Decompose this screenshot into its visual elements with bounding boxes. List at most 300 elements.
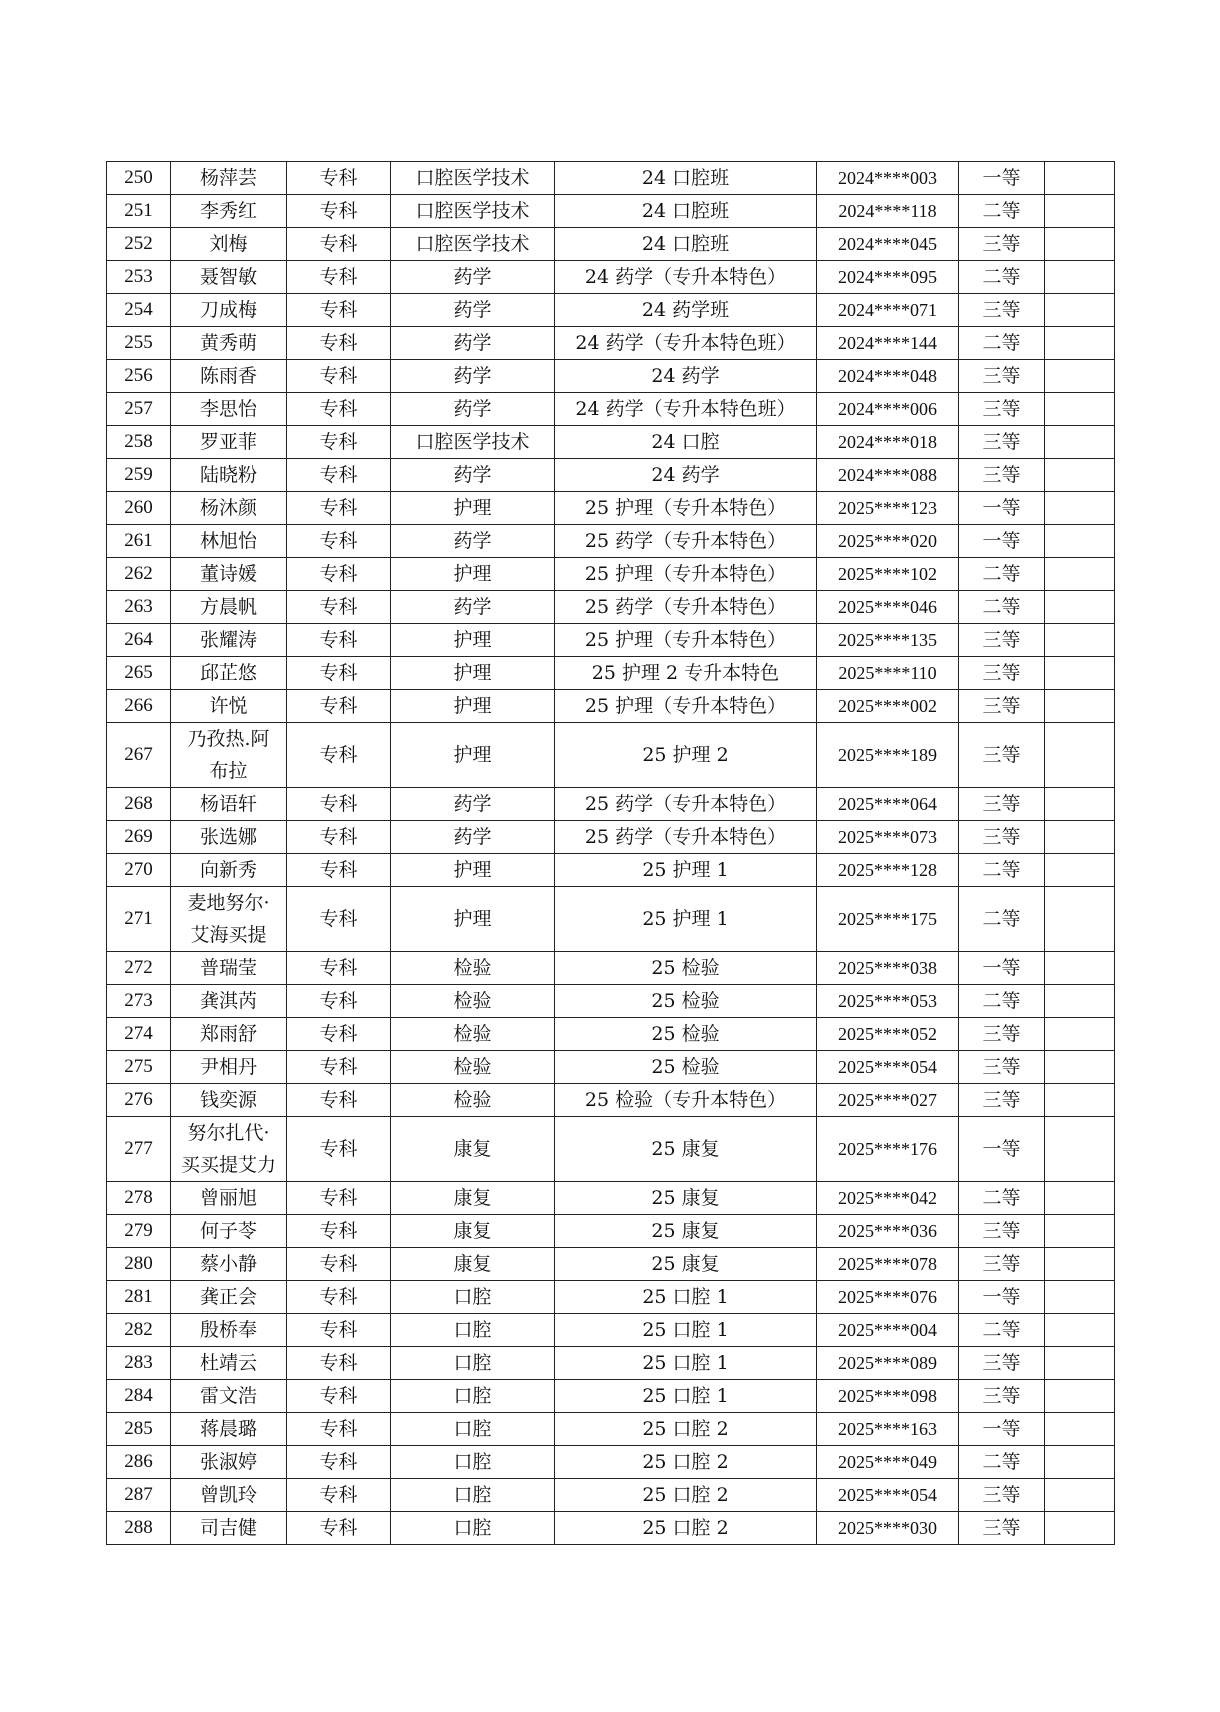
student-name-cell: 蔡小静 (171, 1248, 287, 1281)
award-grade-cell: 二等 (959, 887, 1045, 952)
class-name-cell: 25 康复 (555, 1117, 817, 1182)
note-cell (1045, 887, 1115, 952)
student-name-cell: 尹相丹 (171, 1051, 287, 1084)
student-id-cell: 2024****045 (817, 228, 959, 261)
note-cell (1045, 1051, 1115, 1084)
table-row (107, 591, 1115, 624)
table-row (107, 690, 1115, 723)
table-row (107, 624, 1115, 657)
award-grade-cell: 一等 (959, 952, 1045, 985)
major-cell: 护理 (391, 657, 555, 690)
row-number-cell: 259 (107, 459, 171, 492)
student-name-cell: 司吉健 (171, 1512, 287, 1545)
student-name-cell: 乃孜热.阿布拉 (171, 723, 287, 788)
student-name-cell: 邱芷悠 (171, 657, 287, 690)
student-id-cell: 2025****020 (817, 525, 959, 558)
student-name-cell: 努尔扎代·买买提艾力 (171, 1117, 287, 1182)
award-grade-cell: 三等 (959, 360, 1045, 393)
student-name-cell: 张耀涛 (171, 624, 287, 657)
education-level-cell: 专科 (287, 1018, 391, 1051)
table-row (107, 327, 1115, 360)
education-level-cell: 专科 (287, 690, 391, 723)
award-grade-cell: 三等 (959, 788, 1045, 821)
student-id-cell: 2025****073 (817, 821, 959, 854)
student-name-cell: 龚淇芮 (171, 985, 287, 1018)
row-number-cell: 258 (107, 426, 171, 459)
student-name-cell: 曾丽旭 (171, 1182, 287, 1215)
table-row (107, 1018, 1115, 1051)
student-id-cell: 2025****052 (817, 1018, 959, 1051)
table-row (107, 261, 1115, 294)
note-cell (1045, 1018, 1115, 1051)
note-cell (1045, 1084, 1115, 1117)
class-name-cell: 25 口腔 2 (555, 1446, 817, 1479)
major-cell: 康复 (391, 1215, 555, 1248)
major-cell: 护理 (391, 723, 555, 788)
major-cell: 口腔 (391, 1281, 555, 1314)
major-cell: 药学 (391, 261, 555, 294)
student-id-cell: 2025****064 (817, 788, 959, 821)
note-cell (1045, 690, 1115, 723)
student-id-cell: 2025****027 (817, 1084, 959, 1117)
award-grade-cell: 三等 (959, 624, 1045, 657)
row-number-cell: 286 (107, 1446, 171, 1479)
note-cell (1045, 985, 1115, 1018)
row-number-cell: 262 (107, 558, 171, 591)
class-name-cell: 25 口腔 1 (555, 1380, 817, 1413)
class-name-cell: 25 口腔 2 (555, 1413, 817, 1446)
major-cell: 药学 (391, 459, 555, 492)
student-id-cell: 2024****095 (817, 261, 959, 294)
education-level-cell: 专科 (287, 657, 391, 690)
student-name-cell: 郑雨舒 (171, 1018, 287, 1051)
education-level-cell: 专科 (287, 558, 391, 591)
note-cell (1045, 591, 1115, 624)
education-level-cell: 专科 (287, 1084, 391, 1117)
note-cell (1045, 1248, 1115, 1281)
award-grade-cell: 二等 (959, 195, 1045, 228)
student-id-cell: 2025****054 (817, 1479, 959, 1512)
student-id-cell: 2025****189 (817, 723, 959, 788)
class-name-cell: 25 护理（专升本特色） (555, 624, 817, 657)
major-cell: 检验 (391, 952, 555, 985)
education-level-cell: 专科 (287, 459, 391, 492)
major-cell: 药学 (391, 821, 555, 854)
education-level-cell: 专科 (287, 1446, 391, 1479)
student-name-cell: 李思怡 (171, 393, 287, 426)
education-level-cell: 专科 (287, 492, 391, 525)
award-grade-cell: 一等 (959, 162, 1045, 195)
table-row (107, 821, 1115, 854)
major-cell: 药学 (391, 591, 555, 624)
education-level-cell: 专科 (287, 1117, 391, 1182)
class-name-cell: 25 口腔 1 (555, 1314, 817, 1347)
major-cell: 检验 (391, 1051, 555, 1084)
award-grade-cell: 三等 (959, 1512, 1045, 1545)
student-id-cell: 2025****042 (817, 1182, 959, 1215)
table-row (107, 360, 1115, 393)
class-name-cell: 25 护理（专升本特色） (555, 558, 817, 591)
class-name-cell: 24 药学（专升本特色班） (555, 327, 817, 360)
award-grade-cell: 二等 (959, 854, 1045, 887)
student-name-cell: 陈雨香 (171, 360, 287, 393)
major-cell: 护理 (391, 624, 555, 657)
row-number-cell: 256 (107, 360, 171, 393)
row-number-cell: 251 (107, 195, 171, 228)
table-row (107, 459, 1115, 492)
class-name-cell: 25 检验 (555, 1018, 817, 1051)
student-id-cell: 2025****002 (817, 690, 959, 723)
award-grade-cell: 三等 (959, 1051, 1045, 1084)
major-cell: 护理 (391, 690, 555, 723)
note-cell (1045, 261, 1115, 294)
note-cell (1045, 788, 1115, 821)
table-row (107, 525, 1115, 558)
row-number-cell: 255 (107, 327, 171, 360)
row-number-cell: 284 (107, 1380, 171, 1413)
student-name-cell: 罗亚菲 (171, 426, 287, 459)
student-id-cell: 2025****038 (817, 952, 959, 985)
class-name-cell: 25 康复 (555, 1182, 817, 1215)
table-row (107, 1512, 1115, 1545)
student-name-cell: 龚正会 (171, 1281, 287, 1314)
education-level-cell: 专科 (287, 1413, 391, 1446)
class-name-cell: 24 药学（专升本特色） (555, 261, 817, 294)
roster-body (107, 162, 1115, 1545)
award-grade-cell: 三等 (959, 1215, 1045, 1248)
row-number-cell: 252 (107, 228, 171, 261)
student-name-cell: 张淑婷 (171, 1446, 287, 1479)
note-cell (1045, 1512, 1115, 1545)
student-id-cell: 2025****135 (817, 624, 959, 657)
education-level-cell: 专科 (287, 723, 391, 788)
class-name-cell: 25 口腔 2 (555, 1479, 817, 1512)
education-level-cell: 专科 (287, 393, 391, 426)
row-number-cell: 268 (107, 788, 171, 821)
class-name-cell: 24 口腔班 (555, 228, 817, 261)
table-row (107, 294, 1115, 327)
table-row (107, 162, 1115, 195)
student-id-cell: 2024****048 (817, 360, 959, 393)
class-name-cell: 25 护理（专升本特色） (555, 690, 817, 723)
row-number-cell: 272 (107, 952, 171, 985)
education-level-cell: 专科 (287, 1347, 391, 1380)
major-cell: 检验 (391, 1018, 555, 1051)
class-name-cell: 25 口腔 1 (555, 1347, 817, 1380)
student-name-cell: 蒋晨璐 (171, 1413, 287, 1446)
table-row (107, 1314, 1115, 1347)
row-number-cell: 253 (107, 261, 171, 294)
education-level-cell: 专科 (287, 1479, 391, 1512)
education-level-cell: 专科 (287, 1281, 391, 1314)
row-number-cell: 274 (107, 1018, 171, 1051)
major-cell: 康复 (391, 1182, 555, 1215)
student-id-cell: 2025****036 (817, 1215, 959, 1248)
row-number-cell: 260 (107, 492, 171, 525)
class-name-cell: 25 药学（专升本特色） (555, 591, 817, 624)
education-level-cell: 专科 (287, 1051, 391, 1084)
student-name-cell: 刘梅 (171, 228, 287, 261)
class-name-cell: 25 药学（专升本特色） (555, 821, 817, 854)
award-grade-cell: 一等 (959, 525, 1045, 558)
award-grade-cell: 二等 (959, 591, 1045, 624)
note-cell (1045, 657, 1115, 690)
student-id-cell: 2025****046 (817, 591, 959, 624)
student-name-cell: 杨语轩 (171, 788, 287, 821)
award-grade-cell: 一等 (959, 1413, 1045, 1446)
row-number-cell: 282 (107, 1314, 171, 1347)
table-row (107, 788, 1115, 821)
education-level-cell: 专科 (287, 624, 391, 657)
student-id-cell: 2025****054 (817, 1051, 959, 1084)
student-name-cell: 聂智敏 (171, 261, 287, 294)
student-id-cell: 2024****018 (817, 426, 959, 459)
student-name-cell: 钱奕源 (171, 1084, 287, 1117)
class-name-cell: 24 口腔 (555, 426, 817, 459)
major-cell: 口腔 (391, 1479, 555, 1512)
major-cell: 药学 (391, 525, 555, 558)
major-cell: 口腔 (391, 1314, 555, 1347)
student-name-cell: 李秀红 (171, 195, 287, 228)
education-level-cell: 专科 (287, 327, 391, 360)
education-level-cell: 专科 (287, 426, 391, 459)
row-number-cell: 254 (107, 294, 171, 327)
major-cell: 护理 (391, 558, 555, 591)
education-level-cell: 专科 (287, 854, 391, 887)
education-level-cell: 专科 (287, 294, 391, 327)
note-cell (1045, 1281, 1115, 1314)
table-row (107, 1248, 1115, 1281)
table-row (107, 952, 1115, 985)
student-name-cell: 何子苓 (171, 1215, 287, 1248)
student-name-cell: 陆晓粉 (171, 459, 287, 492)
student-name-cell: 黄秀萌 (171, 327, 287, 360)
student-id-cell: 2025****030 (817, 1512, 959, 1545)
student-id-cell: 2025****076 (817, 1281, 959, 1314)
student-name-cell: 林旭怡 (171, 525, 287, 558)
class-name-cell: 24 药学班 (555, 294, 817, 327)
note-cell (1045, 1479, 1115, 1512)
table-row (107, 1413, 1115, 1446)
major-cell: 药学 (391, 788, 555, 821)
table-row (107, 1084, 1115, 1117)
note-cell (1045, 558, 1115, 591)
row-number-cell: 269 (107, 821, 171, 854)
class-name-cell: 24 口腔班 (555, 162, 817, 195)
table-row (107, 1117, 1115, 1182)
row-number-cell: 281 (107, 1281, 171, 1314)
education-level-cell: 专科 (287, 1248, 391, 1281)
student-id-cell: 2025****175 (817, 887, 959, 952)
note-cell (1045, 723, 1115, 788)
major-cell: 药学 (391, 393, 555, 426)
row-number-cell: 283 (107, 1347, 171, 1380)
education-level-cell: 专科 (287, 261, 391, 294)
award-grade-cell: 二等 (959, 261, 1045, 294)
major-cell: 口腔医学技术 (391, 228, 555, 261)
student-id-cell: 2025****049 (817, 1446, 959, 1479)
award-grade-cell: 三等 (959, 657, 1045, 690)
row-number-cell: 273 (107, 985, 171, 1018)
table-row (107, 1380, 1115, 1413)
row-number-cell: 257 (107, 393, 171, 426)
student-name-cell: 张选娜 (171, 821, 287, 854)
class-name-cell: 25 口腔 2 (555, 1512, 817, 1545)
student-name-cell: 杨萍芸 (171, 162, 287, 195)
student-name-cell: 麦地努尔·艾海买提 (171, 887, 287, 952)
row-number-cell: 264 (107, 624, 171, 657)
education-level-cell: 专科 (287, 1182, 391, 1215)
note-cell (1045, 1380, 1115, 1413)
class-name-cell: 25 康复 (555, 1215, 817, 1248)
class-name-cell: 25 药学（专升本特色） (555, 525, 817, 558)
row-number-cell: 276 (107, 1084, 171, 1117)
class-name-cell: 25 护理 1 (555, 887, 817, 952)
award-grade-cell: 二等 (959, 327, 1045, 360)
major-cell: 口腔 (391, 1512, 555, 1545)
row-number-cell: 263 (107, 591, 171, 624)
student-name-cell: 许悦 (171, 690, 287, 723)
award-grade-cell: 二等 (959, 1182, 1045, 1215)
class-name-cell: 25 检验 (555, 952, 817, 985)
major-cell: 护理 (391, 492, 555, 525)
note-cell (1045, 360, 1115, 393)
student-id-cell: 2025****089 (817, 1347, 959, 1380)
student-name-cell: 向新秀 (171, 854, 287, 887)
award-grade-cell: 三等 (959, 228, 1045, 261)
major-cell: 药学 (391, 294, 555, 327)
note-cell (1045, 393, 1115, 426)
table-row (107, 723, 1115, 788)
class-name-cell: 24 口腔班 (555, 195, 817, 228)
major-cell: 口腔医学技术 (391, 195, 555, 228)
education-level-cell: 专科 (287, 952, 391, 985)
table-row (107, 887, 1115, 952)
award-grade-cell: 三等 (959, 723, 1045, 788)
note-cell (1045, 228, 1115, 261)
table-row (107, 195, 1115, 228)
award-grade-cell: 三等 (959, 459, 1045, 492)
class-name-cell: 25 检验 (555, 1051, 817, 1084)
row-number-cell: 271 (107, 887, 171, 952)
note-cell (1045, 459, 1115, 492)
student-id-cell: 2025****078 (817, 1248, 959, 1281)
education-level-cell: 专科 (287, 228, 391, 261)
major-cell: 口腔医学技术 (391, 162, 555, 195)
major-cell: 护理 (391, 854, 555, 887)
class-name-cell: 25 护理 2 专升本特色 (555, 657, 817, 690)
major-cell: 药学 (391, 327, 555, 360)
table-row (107, 426, 1115, 459)
education-level-cell: 专科 (287, 195, 391, 228)
education-level-cell: 专科 (287, 788, 391, 821)
note-cell (1045, 1413, 1115, 1446)
award-grade-cell: 二等 (959, 1314, 1045, 1347)
student-id-cell: 2025****098 (817, 1380, 959, 1413)
student-id-cell: 2025****110 (817, 657, 959, 690)
award-grade-cell: 一等 (959, 1281, 1045, 1314)
class-name-cell: 25 检验 (555, 985, 817, 1018)
education-level-cell: 专科 (287, 985, 391, 1018)
award-grade-cell: 三等 (959, 426, 1045, 459)
award-grade-cell: 一等 (959, 1117, 1045, 1182)
note-cell (1045, 1347, 1115, 1380)
award-grade-cell: 三等 (959, 821, 1045, 854)
major-cell: 口腔 (391, 1446, 555, 1479)
award-grade-cell: 一等 (959, 492, 1045, 525)
note-cell (1045, 195, 1115, 228)
class-name-cell: 25 护理 2 (555, 723, 817, 788)
education-level-cell: 专科 (287, 1215, 391, 1248)
note-cell (1045, 525, 1115, 558)
class-name-cell: 25 检验（专升本特色） (555, 1084, 817, 1117)
row-number-cell: 270 (107, 854, 171, 887)
note-cell (1045, 1446, 1115, 1479)
major-cell: 护理 (391, 887, 555, 952)
major-cell: 口腔 (391, 1380, 555, 1413)
student-id-cell: 2025****004 (817, 1314, 959, 1347)
table-row (107, 1281, 1115, 1314)
note-cell (1045, 294, 1115, 327)
award-grade-cell: 三等 (959, 1479, 1045, 1512)
note-cell (1045, 162, 1115, 195)
note-cell (1045, 1182, 1115, 1215)
major-cell: 药学 (391, 360, 555, 393)
row-number-cell: 266 (107, 690, 171, 723)
student-id-cell: 2025****102 (817, 558, 959, 591)
note-cell (1045, 821, 1115, 854)
student-name-cell: 刀成梅 (171, 294, 287, 327)
education-level-cell: 专科 (287, 591, 391, 624)
row-number-cell: 285 (107, 1413, 171, 1446)
education-level-cell: 专科 (287, 887, 391, 952)
table-row (107, 1347, 1115, 1380)
row-number-cell: 278 (107, 1182, 171, 1215)
student-id-cell: 2025****163 (817, 1413, 959, 1446)
award-grade-cell: 三等 (959, 1380, 1045, 1413)
row-number-cell: 265 (107, 657, 171, 690)
education-level-cell: 专科 (287, 1314, 391, 1347)
student-name-cell: 杜靖云 (171, 1347, 287, 1380)
table-row (107, 985, 1115, 1018)
row-number-cell: 279 (107, 1215, 171, 1248)
major-cell: 口腔 (391, 1347, 555, 1380)
note-cell (1045, 327, 1115, 360)
student-name-cell: 普瑞莹 (171, 952, 287, 985)
class-name-cell: 25 康复 (555, 1248, 817, 1281)
student-id-cell: 2024****071 (817, 294, 959, 327)
award-grade-cell: 三等 (959, 1248, 1045, 1281)
student-name-cell: 雷文浩 (171, 1380, 287, 1413)
award-grade-cell: 二等 (959, 1446, 1045, 1479)
table-row (107, 1182, 1115, 1215)
award-grade-cell: 三等 (959, 1347, 1045, 1380)
education-level-cell: 专科 (287, 162, 391, 195)
class-name-cell: 25 口腔 1 (555, 1281, 817, 1314)
roster-table (106, 161, 1115, 1545)
student-id-cell: 2024****088 (817, 459, 959, 492)
row-number-cell: 287 (107, 1479, 171, 1512)
major-cell: 康复 (391, 1248, 555, 1281)
note-cell (1045, 426, 1115, 459)
table-row (107, 1215, 1115, 1248)
education-level-cell: 专科 (287, 1380, 391, 1413)
table-row (107, 1446, 1115, 1479)
row-number-cell: 261 (107, 525, 171, 558)
education-level-cell: 专科 (287, 525, 391, 558)
table-row (107, 1479, 1115, 1512)
student-id-cell: 2025****128 (817, 854, 959, 887)
